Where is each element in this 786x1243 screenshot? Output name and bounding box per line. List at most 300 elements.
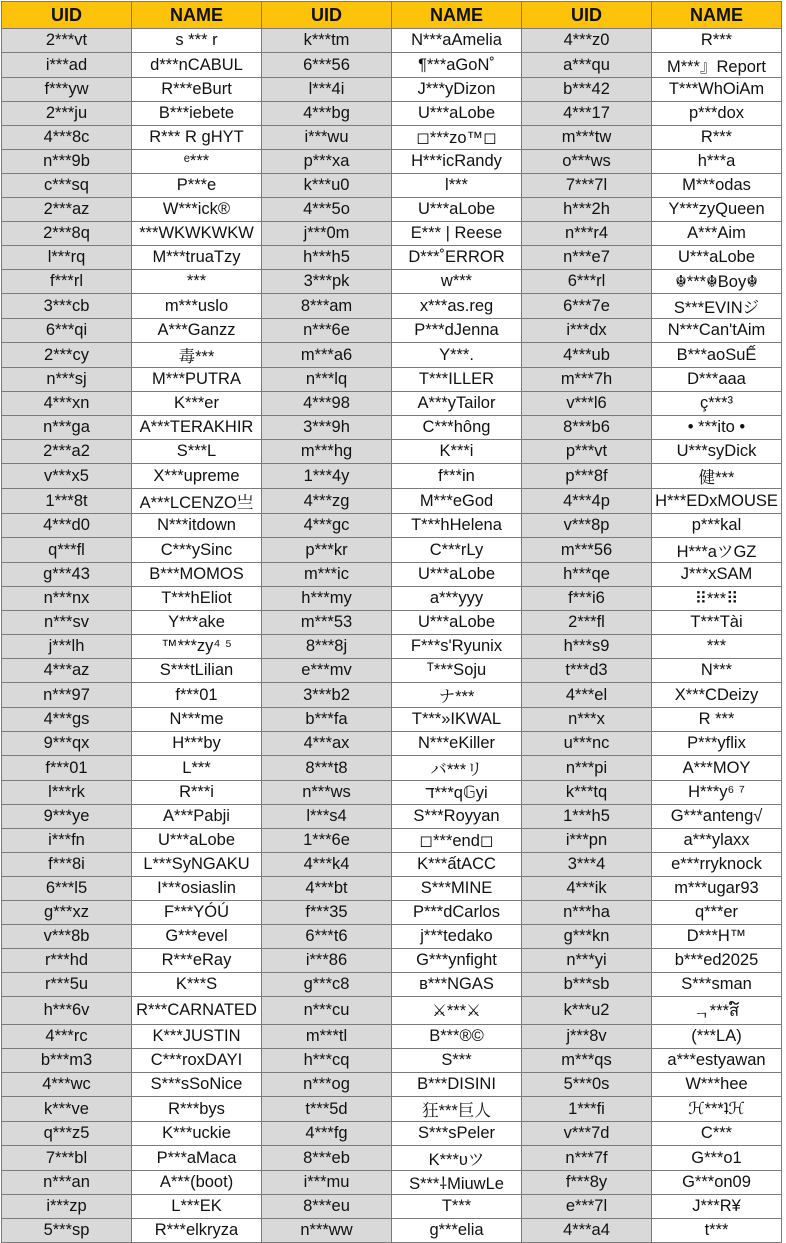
uid-cell: q***fl — [2, 538, 132, 563]
name-cell: N*** — [652, 659, 782, 683]
name-cell: K***i — [392, 440, 522, 464]
name-cell: l*** — [392, 174, 522, 198]
name-cell: A***Aim — [652, 222, 782, 246]
uid-cell: 7***bl — [2, 1146, 132, 1171]
uid-cell: n***sj — [2, 368, 132, 392]
name-cell: m***ugar93 — [652, 877, 782, 901]
uid-cell: 6***56 — [262, 53, 392, 78]
uid-cell: 8***eu — [262, 1195, 392, 1219]
uid-cell: b***m3 — [2, 1049, 132, 1073]
name-cell: R***eBurt — [132, 78, 262, 102]
table-row — [2, 126, 782, 150]
uid-cell: t***5d — [262, 1097, 392, 1122]
name-cell: 毒*** — [132, 343, 262, 368]
table-row — [2, 659, 782, 683]
name-cell: W***hee — [652, 1073, 782, 1097]
uid-cell: h***6v — [2, 997, 132, 1025]
name-cell: в***NGAS — [392, 973, 522, 997]
header-uid-1: UID — [2, 2, 132, 29]
table-row — [2, 611, 782, 635]
uid-cell: l***rq — [2, 246, 132, 270]
table-row — [2, 708, 782, 732]
uid-cell: m***a6 — [262, 343, 392, 368]
uid-cell: k***tq — [522, 781, 652, 805]
name-cell: T***WhOiAm — [652, 78, 782, 102]
uid-cell: i***86 — [262, 949, 392, 973]
name-cell: M***truaTzy — [132, 246, 262, 270]
table-row — [2, 440, 782, 464]
uid-cell: n***9b — [2, 150, 132, 174]
uid-cell: n***r4 — [522, 222, 652, 246]
table-row — [2, 102, 782, 126]
uid-cell: 4***zg — [262, 489, 392, 514]
uid-cell: v***x5 — [2, 464, 132, 489]
table-row — [2, 949, 782, 973]
uid-cell: n***97 — [2, 683, 132, 708]
uid-cell: p***vt — [522, 440, 652, 464]
table-row — [2, 563, 782, 587]
name-cell: ᵀ***Soju — [392, 659, 522, 683]
uid-cell: 8***eb — [262, 1146, 392, 1171]
uid-cell: i***fn — [2, 829, 132, 853]
uid-cell: n***nx — [2, 587, 132, 611]
uid-cell: k***tm — [262, 29, 392, 53]
table-row — [2, 392, 782, 416]
name-cell: ¶***aGoN˚ — [392, 53, 522, 78]
table-row — [2, 925, 782, 949]
name-cell: S*** — [392, 1049, 522, 1073]
uid-cell: 1***fi — [522, 1097, 652, 1122]
uid-cell: 4***98 — [262, 392, 392, 416]
uid-cell: i***ad — [2, 53, 132, 78]
uid-cell: 4***el — [522, 683, 652, 708]
table-row — [2, 514, 782, 538]
table-row — [2, 1049, 782, 1073]
table-row — [2, 997, 782, 1025]
table-row — [2, 464, 782, 489]
header-uid-2: UID — [262, 2, 392, 29]
uid-cell: n***ga — [2, 416, 132, 440]
uid-cell: j***0m — [262, 222, 392, 246]
uid-cell: b***42 — [522, 78, 652, 102]
name-cell: ד***q𝔾yi — [392, 781, 522, 805]
uid-cell: 1***8t — [2, 489, 132, 514]
uid-cell: 1***6e — [262, 829, 392, 853]
uid-cell: 7***7l — [522, 174, 652, 198]
uid-cell: r***hd — [2, 949, 132, 973]
uid-cell: n***lq — [262, 368, 392, 392]
name-cell: R*** — [652, 126, 782, 150]
name-cell: N***eKiller — [392, 732, 522, 756]
name-cell: H***aツGZ — [652, 538, 782, 563]
name-cell: T***»IKWAL — [392, 708, 522, 732]
uid-cell: 4***wc — [2, 1073, 132, 1097]
name-cell: t*** — [652, 1219, 782, 1243]
name-cell: • ***ito • — [652, 416, 782, 440]
table-row — [2, 1073, 782, 1097]
uid-cell: v***l6 — [522, 392, 652, 416]
header-name-2: NAME — [392, 2, 522, 29]
uid-cell: f***rl — [2, 270, 132, 294]
name-cell: M***eGod — [392, 489, 522, 514]
name-cell: S***⸸MiuwLe — [392, 1171, 522, 1195]
uid-cell: n***e7 — [522, 246, 652, 270]
uid-cell: b***sb — [522, 973, 652, 997]
table-row — [2, 489, 782, 514]
table-row — [2, 150, 782, 174]
uid-cell: 4***ik — [522, 877, 652, 901]
name-cell: x***as.reg — [392, 294, 522, 319]
uid-cell: n***x — [522, 708, 652, 732]
uid-cell: v***8p — [522, 514, 652, 538]
name-cell: A***(boot) — [132, 1171, 262, 1195]
name-cell: M***』Report — [652, 53, 782, 78]
uid-cell: t***d3 — [522, 659, 652, 683]
table-row — [2, 343, 782, 368]
uid-cell: 9***qx — [2, 732, 132, 756]
name-cell: Y***. — [392, 343, 522, 368]
uid-cell: m***qs — [522, 1049, 652, 1073]
uid-cell: l***rk — [2, 781, 132, 805]
table-row — [2, 829, 782, 853]
uid-cell: a***qu — [522, 53, 652, 78]
uid-cell: h***my — [262, 587, 392, 611]
name-cell: K***S — [132, 973, 262, 997]
name-cell: U***syDick — [652, 440, 782, 464]
name-cell: L***SyNGAKU — [132, 853, 262, 877]
table-row — [2, 1171, 782, 1195]
name-cell: W***ick® — [132, 198, 262, 222]
name-cell: Y***ake — [132, 611, 262, 635]
name-cell: E*** | Reese — [392, 222, 522, 246]
uid-cell: 6***l5 — [2, 877, 132, 901]
uid-cell: 2***fl — [522, 611, 652, 635]
uid-cell: h***s9 — [522, 635, 652, 659]
header-uid-3: UID — [522, 2, 652, 29]
name-cell: I***osiaslin — [132, 877, 262, 901]
table-row — [2, 78, 782, 102]
name-cell: D***H™ — [652, 925, 782, 949]
uid-cell: n***6e — [262, 319, 392, 343]
name-cell: H***y⁶ ⁷ — [652, 781, 782, 805]
uid-cell: 4***bt — [262, 877, 392, 901]
name-cell: F***s'Ryunix — [392, 635, 522, 659]
name-cell: d***nCABUL — [132, 53, 262, 78]
uid-cell: 4***k4 — [262, 853, 392, 877]
name-cell: J***R¥ — [652, 1195, 782, 1219]
name-cell: B***MOMOS — [132, 563, 262, 587]
name-cell: f***in — [392, 464, 522, 489]
uid-cell: 4***gs — [2, 708, 132, 732]
name-cell: U***aLobe — [132, 829, 262, 853]
uid-cell: m***56 — [522, 538, 652, 563]
uid-cell: 4***xn — [2, 392, 132, 416]
uid-cell: u***nc — [522, 732, 652, 756]
name-cell: R***i — [132, 781, 262, 805]
name-cell: G***evel — [132, 925, 262, 949]
name-cell: ℋ***ʇℋ — [652, 1097, 782, 1122]
uid-cell: h***h5 — [262, 246, 392, 270]
uid-cell: 3***9h — [262, 416, 392, 440]
uid-cell: m***7h — [522, 368, 652, 392]
name-cell: D***˚ERROR — [392, 246, 522, 270]
uid-cell: n***pi — [522, 756, 652, 781]
name-cell: G***on09 — [652, 1171, 782, 1195]
name-cell: A***TERAKHIR — [132, 416, 262, 440]
uid-cell: 2***vt — [2, 29, 132, 53]
uid-cell: g***kn — [522, 925, 652, 949]
uid-cell: 4***d0 — [2, 514, 132, 538]
name-cell: A***LCENZO亗 — [132, 489, 262, 514]
name-cell: R *** — [652, 708, 782, 732]
uid-cell: n***yi — [522, 949, 652, 973]
uid-cell: k***u0 — [262, 174, 392, 198]
uid-cell: 4***ub — [522, 343, 652, 368]
uid-cell: e***7l — [522, 1195, 652, 1219]
name-cell: ◻***zo™◻ — [392, 126, 522, 150]
name-cell: Y***zyQueen — [652, 198, 782, 222]
uid-cell: n***an — [2, 1171, 132, 1195]
uid-cell: 3***pk — [262, 270, 392, 294]
uid-cell: k***ve — [2, 1097, 132, 1122]
uid-cell: 3***b2 — [262, 683, 392, 708]
uid-cell: m***53 — [262, 611, 392, 635]
name-cell: A***Pabji — [132, 805, 262, 829]
header-name-1: NAME — [132, 2, 262, 29]
table-row — [2, 901, 782, 925]
name-cell: L*** — [132, 756, 262, 781]
name-cell: T***hHelena — [392, 514, 522, 538]
uid-cell: e***mv — [262, 659, 392, 683]
uid-cell: n***og — [262, 1073, 392, 1097]
uid-cell: i***mu — [262, 1171, 392, 1195]
name-cell: J***xSAM — [652, 563, 782, 587]
name-cell: R***eRay — [132, 949, 262, 973]
uid-cell: 2***ju — [2, 102, 132, 126]
name-cell: P***dCarlos — [392, 901, 522, 925]
uid-cell: b***fa — [262, 708, 392, 732]
name-cell: a***yyy — [392, 587, 522, 611]
name-cell: a***ylaxx — [652, 829, 782, 853]
table-row — [2, 1122, 782, 1146]
name-cell: T***hEliot — [132, 587, 262, 611]
name-cell: バ***リ — [392, 756, 522, 781]
name-cell: P***dJenna — [392, 319, 522, 343]
table-row — [2, 29, 782, 53]
uid-cell: g***xz — [2, 901, 132, 925]
name-cell: P***yflix — [652, 732, 782, 756]
name-cell: S***EVINジ — [652, 294, 782, 319]
name-cell: H***EDxMOUSE — [652, 489, 782, 514]
uid-cell: h***cq — [262, 1049, 392, 1073]
table-row — [2, 198, 782, 222]
uid-cell: g***c8 — [262, 973, 392, 997]
uid-cell: p***8f — [522, 464, 652, 489]
uid-cell: n***ww — [262, 1219, 392, 1243]
name-cell: s *** r — [132, 29, 262, 53]
name-cell: S***sPeler — [392, 1122, 522, 1146]
name-cell: S***tLilian — [132, 659, 262, 683]
name-cell: w*** — [392, 270, 522, 294]
uid-cell: f***8i — [2, 853, 132, 877]
name-cell: K***υツ — [392, 1146, 522, 1171]
uid-cell: 4***4p — [522, 489, 652, 514]
uid-cell: 4***gc — [262, 514, 392, 538]
uid-cell: v***8b — [2, 925, 132, 949]
name-cell: U***aLobe — [392, 102, 522, 126]
uid-cell: 4***a4 — [522, 1219, 652, 1243]
uid-cell: m***hg — [262, 440, 392, 464]
uid-cell: 6***t6 — [262, 925, 392, 949]
name-cell: M***odas — [652, 174, 782, 198]
name-cell: U***aLobe — [392, 198, 522, 222]
uid-cell: g***43 — [2, 563, 132, 587]
name-cell: ☬***☬Boy☬ — [652, 270, 782, 294]
uid-cell: f***35 — [262, 901, 392, 925]
name-cell: g***elia — [392, 1219, 522, 1243]
name-cell: N***itdown — [132, 514, 262, 538]
name-cell: L***EK — [132, 1195, 262, 1219]
name-cell: H***by — [132, 732, 262, 756]
uid-cell: o***ws — [522, 150, 652, 174]
name-cell: P***e — [132, 174, 262, 198]
name-cell: S***sman — [652, 973, 782, 997]
table-row — [2, 294, 782, 319]
table-row — [2, 781, 782, 805]
name-cell: R*** R gHYT — [132, 126, 262, 150]
table-row — [2, 246, 782, 270]
uid-cell: i***zp — [2, 1195, 132, 1219]
uid-cell: 8***t8 — [262, 756, 392, 781]
uid-cell: l***s4 — [262, 805, 392, 829]
table-row — [2, 683, 782, 708]
uid-cell: h***qe — [522, 563, 652, 587]
name-cell: K***er — [132, 392, 262, 416]
uid-cell: 4***8c — [2, 126, 132, 150]
name-cell: C***hông — [392, 416, 522, 440]
uid-cell: 5***0s — [522, 1073, 652, 1097]
name-cell: F***YÓÚ — [132, 901, 262, 925]
table-row — [2, 1097, 782, 1122]
name-cell: D***aaa — [652, 368, 782, 392]
table-row — [2, 368, 782, 392]
name-cell: j***tedako — [392, 925, 522, 949]
name-cell: *** — [652, 635, 782, 659]
uid-cell: k***u2 — [522, 997, 652, 1025]
table-row — [2, 732, 782, 756]
table-row — [2, 538, 782, 563]
uid-cell: j***8v — [522, 1025, 652, 1049]
uid-cell: 2***cy — [2, 343, 132, 368]
uid-cell: f***8y — [522, 1171, 652, 1195]
name-cell: G***ynfight — [392, 949, 522, 973]
name-cell: q***er — [652, 901, 782, 925]
uid-cell: 2***a2 — [2, 440, 132, 464]
uid-cell: f***i6 — [522, 587, 652, 611]
name-cell: S***sSoNice — [132, 1073, 262, 1097]
table-row — [2, 853, 782, 877]
name-cell: R***bys — [132, 1097, 262, 1122]
uid-cell: 2***az — [2, 198, 132, 222]
uid-cell: 4***5o — [262, 198, 392, 222]
name-cell: f***01 — [132, 683, 262, 708]
table-row — [2, 174, 782, 198]
uid-cell: p***kr — [262, 538, 392, 563]
name-cell: *** — [132, 270, 262, 294]
table-row — [2, 319, 782, 343]
uid-cell: n***ha — [522, 901, 652, 925]
uid-cell: f***yw — [2, 78, 132, 102]
name-cell: ⠿***⠿ — [652, 587, 782, 611]
name-cell: p***dox — [652, 102, 782, 126]
uid-cell: 8***b6 — [522, 416, 652, 440]
name-cell: 健*** — [652, 464, 782, 489]
table-row — [2, 1025, 782, 1049]
name-cell: B***®© — [392, 1025, 522, 1049]
uid-cell: 4***az — [2, 659, 132, 683]
uid-cell: 9***ye — [2, 805, 132, 829]
name-cell: T*** — [392, 1195, 522, 1219]
uid-cell: h***2h — [522, 198, 652, 222]
name-cell: S***Royyan — [392, 805, 522, 829]
uid-cell: n***cu — [262, 997, 392, 1025]
uid-cell: v***7d — [522, 1122, 652, 1146]
table-row — [2, 1219, 782, 1243]
table-row — [2, 973, 782, 997]
name-cell: ᆨ***ส໌ — [652, 997, 782, 1025]
uid-cell: 6***qi — [2, 319, 132, 343]
header-name-3: NAME — [652, 2, 782, 29]
name-cell: U***aLobe — [652, 246, 782, 270]
name-cell: K***JUSTIN — [132, 1025, 262, 1049]
table-body — [2, 29, 782, 1243]
name-cell: ⚔***⚔ — [392, 997, 522, 1025]
name-cell: K***ấtACC — [392, 853, 522, 877]
table-row — [2, 53, 782, 78]
name-cell: B***iebete — [132, 102, 262, 126]
name-cell: P***aMaca — [132, 1146, 262, 1171]
table-row — [2, 756, 782, 781]
uid-cell: 8***8j — [262, 635, 392, 659]
name-cell: R***CARNATED — [132, 997, 262, 1025]
table-row — [2, 222, 782, 246]
table-row — [2, 1146, 782, 1171]
name-cell: ᵉ*** — [132, 150, 262, 174]
name-cell: N***Can'tAim — [652, 319, 782, 343]
uid-cell: n***sv — [2, 611, 132, 635]
name-cell: N***aAmelia — [392, 29, 522, 53]
name-cell: (***LA) — [652, 1025, 782, 1049]
name-cell: S***MINE — [392, 877, 522, 901]
name-cell: ナ*** — [392, 683, 522, 708]
name-cell: U***aLobe — [392, 563, 522, 587]
uid-cell: n***7f — [522, 1146, 652, 1171]
name-cell: C***rLy — [392, 538, 522, 563]
name-cell: p***kal — [652, 514, 782, 538]
uid-cell: m***ic — [262, 563, 392, 587]
table-row — [2, 805, 782, 829]
header-row — [2, 2, 782, 29]
uid-cell: r***5u — [2, 973, 132, 997]
name-cell: h***a — [652, 150, 782, 174]
uid-cell: l***4i — [262, 78, 392, 102]
uid-cell: 1***h5 — [522, 805, 652, 829]
name-cell: 狂***巨人 — [392, 1097, 522, 1122]
name-cell: N***me — [132, 708, 262, 732]
table-row — [2, 877, 782, 901]
name-cell: B***aoSuẾ — [652, 343, 782, 368]
name-cell: m***uslo — [132, 294, 262, 319]
